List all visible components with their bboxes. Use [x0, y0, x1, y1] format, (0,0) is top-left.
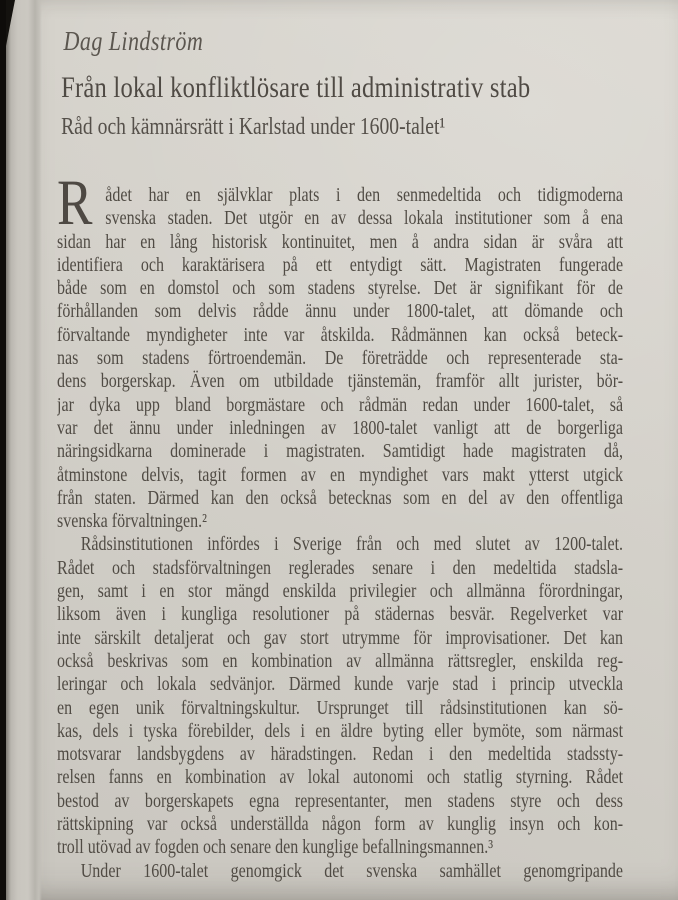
text-line: identifiera och karaktärisera på ett entydigt sätt. Magistraten fungerade	[57, 254, 624, 276]
page-content	[57, 26, 623, 883]
text-line: Rådet och stadsförvaltningen reglerades senare i den medeltida stadsla-	[57, 557, 624, 579]
text-line: ådet har en självklar plats i den senmedeltida och tidigmoderna	[105, 185, 624, 206]
text-line: Under 1600-talet genomgick det svenska samhället genomgripande	[80, 860, 624, 882]
text-line: både som en domstol och som stadens styrelse. Det är signifikant för de	[57, 278, 624, 300]
text-line: också beskrivas som en kombination av allmänna rättsregler, enskilda reg-	[57, 650, 624, 672]
paragraph	[57, 533, 623, 859]
text-line: relsen fanns en kombination av lokal autonomi och statlig styrning. Rådet	[57, 767, 624, 789]
text-line: inte särskilt detaljerat och gav stort utrymme för improvisationer. Det kan	[57, 627, 624, 649]
text-line: Rådsinstitutionen infördes i Sverige från och med slutet av 1200-talet.	[80, 534, 624, 556]
text-line: troll utövad av fogden och senare den kunglige befallningsmannen.³	[57, 837, 494, 859]
article-subtitle: Råd och kämnärsrätt i Karlstad under 1600-talet¹	[61, 114, 446, 140]
text-line: nas som stadens förtroendemän. De företrädde och representerade sta-	[57, 348, 624, 370]
text-line: svenska förvaltningen.²	[57, 511, 207, 533]
text-line: gen, samt i en stor mängd enskilda privilegier och allmänna förordningar,	[57, 581, 624, 603]
article-title: Från lokal konfliktlösare till administrativ stab	[61, 71, 531, 104]
text-line: var det ännu under inledningen av 1800-talet vanligt att de borgerliga	[57, 417, 624, 439]
text-line: leringar och lokala sedvänjor. Därmed kunde varje stad i princip utveckla	[57, 674, 624, 696]
body-text	[57, 167, 624, 883]
text-line: från staten. Därmed kan den också betecknas som en del av den offentliga	[57, 487, 624, 509]
paragraph	[57, 167, 624, 533]
drop-cap: R	[57, 167, 93, 240]
text-line: jar dyka upp bland borgmästare och rådmän redan under 1600-talet, så	[57, 394, 624, 416]
text-line: förvaltande myndigheter inte var åtskilda. Rådmännen kan också beteck-	[57, 324, 624, 346]
text-line: en egen unik förvaltningskultur. Ursprunget till rådsinstitutionen kan sö-	[57, 697, 624, 719]
text-line: rättskipning var också underställda någon form av kunglig insyn och kon-	[57, 814, 624, 836]
text-line: sidan har en lång historisk kontinuitet, men å andra sidan är svåra att	[57, 231, 624, 253]
text-line: motsvarar landsbygdens av häradstingen. Redan i den medeltida stadssty-	[57, 744, 624, 766]
paragraph	[57, 860, 623, 883]
text-line: dens borgerskap. Även om utbildade tjänstemän, framför allt jurister, bör-	[57, 371, 624, 393]
text-line: kas, dels i tyska förebilder, dels i en äldre byting eller bymöte, som närmast	[57, 720, 624, 742]
page-edge-shadow	[6, 0, 42, 900]
text-line: förhållanden som delvis rådde ännu under 1800-talet, att dömande och	[57, 301, 624, 323]
page	[6, 0, 678, 900]
author-byline: Dag Lindström	[63, 26, 204, 56]
text-line: åtminstone delvis, tagit formen av en myndighet vars makt ytterst utgick	[57, 464, 624, 486]
text-line: liksom även i kungliga resolutioner på städernas besvär. Regelverket var	[57, 604, 624, 626]
spine-corner	[6, 0, 15, 46]
text-line: näringsidkarna dominerade i magistraten. Samtidigt hade magistraten då,	[57, 441, 624, 463]
text-line: svenska staden. Det utgör en av dessa lokala institutioner som å ena	[105, 208, 624, 230]
text-line: bestod av borgerskapets egna representanter, men stadens styre och dess	[57, 790, 624, 812]
